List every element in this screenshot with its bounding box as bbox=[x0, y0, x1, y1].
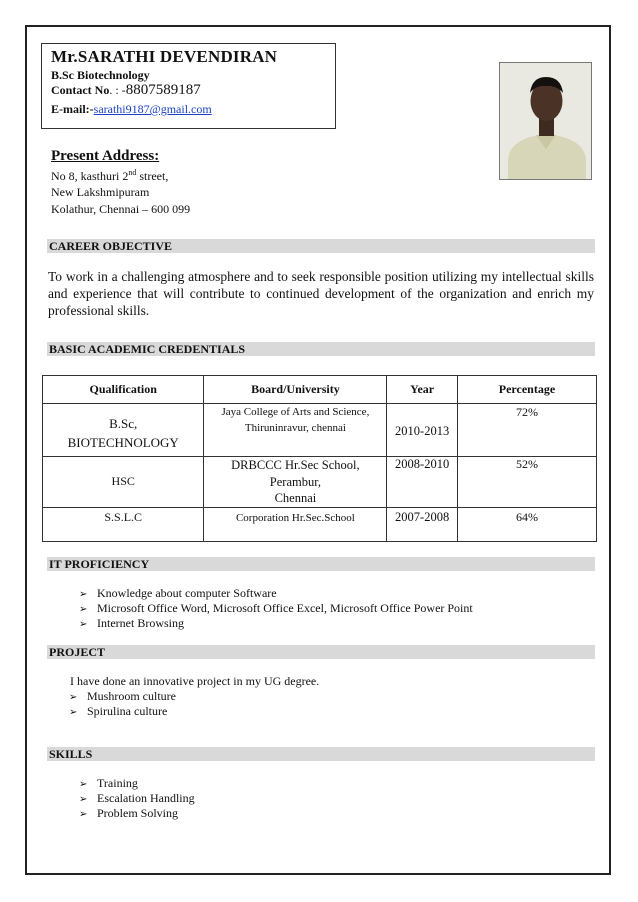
arrow-bullet-icon: ➢ bbox=[79, 604, 88, 615]
address-line-3: Kolathur, Chennai – 600 099 bbox=[51, 202, 191, 216]
email-line bbox=[51, 102, 212, 117]
cell-board: Jaya College of Arts and Science, Thiruninravur, chennai bbox=[204, 404, 387, 457]
header-qualification: Qualification bbox=[43, 376, 204, 404]
profile-photo bbox=[499, 62, 592, 180]
candidate-name: Mr.SARATHI DEVENDIRAN bbox=[51, 47, 278, 66]
objective-text: To work in a challenging atmosphere and to seek responsible position utilizing my intellectual skills and experience that will contribute to continued development of the organization and enrich my professional skills. bbox=[48, 269, 594, 318]
cell-board: DRBCCC Hr.Sec School, Perambur, Chennai bbox=[204, 457, 387, 508]
project-intro: I have done an innovative project in my UG degree. bbox=[70, 674, 320, 688]
address-line-1: No 8, kasthuri 2nd street, bbox=[51, 168, 169, 183]
list-item: ➢ Microsoft Office Word, Microsoft Office Excel, Microsoft Office Power Point bbox=[79, 601, 473, 615]
arrow-bullet-icon: ➢ bbox=[79, 779, 88, 790]
list-item: ➢ Knowledge about computer Software bbox=[79, 586, 277, 600]
email-label: E-mail:- bbox=[51, 102, 94, 116]
contact-no-label: No bbox=[94, 83, 110, 97]
table-row bbox=[43, 457, 597, 508]
list-item: ➢ Internet Browsing bbox=[79, 616, 184, 630]
section-project: PROJECT bbox=[47, 645, 595, 659]
arrow-bullet-icon: ➢ bbox=[79, 589, 88, 600]
cell-qualification: B.Sc, BIOTECHNOLOGY bbox=[43, 404, 204, 457]
cell-year: 2010-2013 bbox=[387, 404, 458, 457]
table-row bbox=[43, 507, 597, 541]
cell-percentage: 64% bbox=[457, 507, 596, 541]
cell-qualification: HSC bbox=[43, 457, 204, 508]
address-line-2: New Lakshmipuram bbox=[51, 185, 150, 199]
header-percentage: Percentage bbox=[457, 376, 596, 404]
email-link[interactable]: sarathi9187@gmail.com bbox=[93, 102, 212, 116]
cell-percentage: 52% bbox=[457, 457, 596, 508]
section-skills: SKILLS bbox=[47, 747, 595, 761]
arrow-bullet-icon: ➢ bbox=[79, 809, 88, 820]
list-item: ➢ Training bbox=[79, 776, 138, 790]
academic-table bbox=[42, 375, 597, 542]
arrow-bullet-icon: ➢ bbox=[69, 692, 78, 703]
list-item: ➢ Mushroom culture bbox=[69, 689, 176, 703]
list-item: ➢ Problem Solving bbox=[79, 806, 179, 820]
degree: B.Sc Biotechnology bbox=[51, 68, 150, 82]
arrow-bullet-icon: ➢ bbox=[69, 707, 78, 718]
phone-number: 8807589187 bbox=[125, 82, 201, 98]
contact-line bbox=[51, 82, 201, 99]
section-it-proficiency: IT PROFICIENCY bbox=[47, 557, 595, 571]
cell-percentage: 72% bbox=[457, 404, 596, 457]
header-year: Year bbox=[387, 376, 458, 404]
cell-board: Corporation Hr.Sec.School bbox=[204, 507, 387, 541]
person-portrait-icon bbox=[500, 63, 592, 180]
section-career-objective: CAREER OBJECTIVE bbox=[47, 239, 595, 253]
cell-year: 2008-2010 bbox=[387, 457, 458, 508]
list-item: ➢ Escalation Handling bbox=[79, 791, 195, 805]
cell-qualification: S.S.L.C bbox=[43, 507, 204, 541]
cell-year: 2007-2008 bbox=[387, 507, 458, 541]
table-header-row bbox=[43, 376, 597, 404]
header-board: Board/University bbox=[204, 376, 387, 404]
list-item: ➢ Spirulina culture bbox=[69, 704, 168, 718]
arrow-bullet-icon: ➢ bbox=[79, 619, 88, 630]
arrow-bullet-icon: ➢ bbox=[79, 794, 88, 805]
contact-separator: . : - bbox=[109, 83, 126, 97]
table-row bbox=[43, 404, 597, 457]
section-academic-credentials: BASIC ACADEMIC CREDENTIALS bbox=[47, 342, 595, 356]
address-title: Present Address: bbox=[51, 148, 160, 164]
contact-label: Contact bbox=[51, 83, 92, 97]
